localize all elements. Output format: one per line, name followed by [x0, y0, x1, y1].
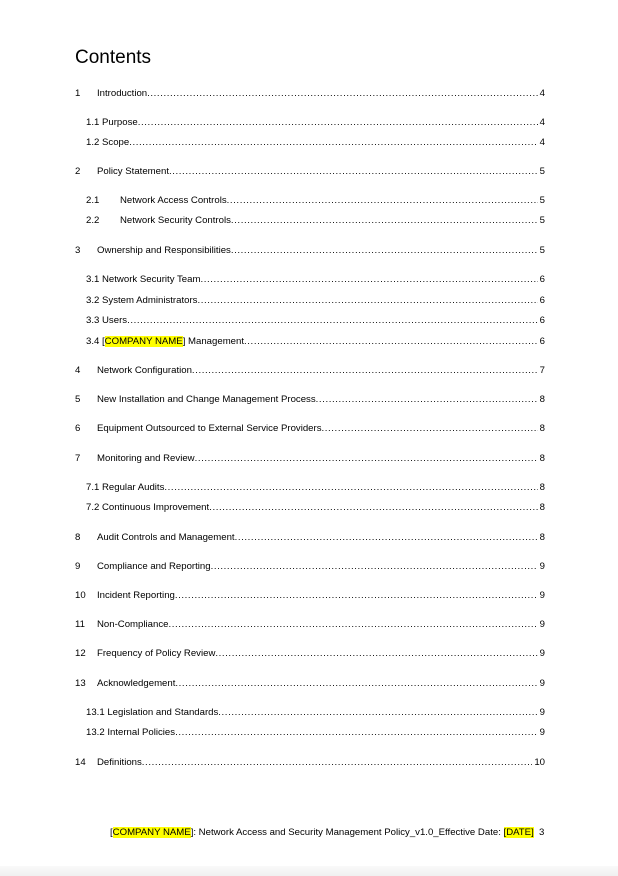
toc-entry[interactable] [0, 756, 618, 770]
toc-entry[interactable] [0, 422, 618, 436]
toc-entry-label: Network Access Controls [120, 195, 227, 206]
toc-entry-label: 3.1 Network Security Team [86, 274, 201, 285]
toc-entry[interactable] [0, 706, 618, 720]
toc-entry[interactable] [0, 560, 618, 574]
toc-entry-page: 9 [539, 707, 545, 718]
toc-entry-label: 7.2 Continuous Improvement [86, 502, 210, 513]
toc-entry-page: 9 [539, 590, 545, 601]
toc-entry-label: 13.2 Internal Policies [86, 727, 176, 738]
toc-entry[interactable] [0, 273, 618, 287]
toc-entry[interactable] [0, 116, 618, 130]
company-name-placeholder: COMPANY NAME [104, 336, 183, 347]
toc-entry-page: 9 [539, 727, 545, 738]
toc-entry-label: Compliance and Reporting [97, 561, 211, 572]
toc-entry-page: 8 [539, 482, 545, 493]
toc-entry[interactable] [0, 335, 618, 349]
toc-entry[interactable] [0, 136, 618, 150]
toc-entry[interactable] [0, 647, 618, 661]
toc-entry-label: Network Configuration [97, 365, 192, 376]
toc-entry-page: 4 [539, 88, 545, 99]
page-footer [0, 826, 618, 840]
toc-entry[interactable] [0, 726, 618, 740]
toc-entry[interactable] [0, 314, 618, 328]
toc-entry-number: 8 [75, 532, 81, 543]
toc-entry-number: 7 [75, 453, 81, 464]
toc-entry[interactable] [0, 244, 618, 258]
page-number: 3 [539, 827, 545, 838]
toc-entry-page: 8 [539, 453, 545, 464]
toc-entry[interactable] [0, 87, 618, 101]
toc-entry-label: Network Security Controls [120, 215, 231, 226]
toc-entry-number: 5 [75, 394, 81, 405]
toc-entry-suffix: ] Management [182, 336, 245, 347]
toc-entry-label: 1.1 Purpose [86, 117, 138, 128]
toc-entry-label: New Installation and Change Management Process [97, 394, 316, 405]
toc-entry-number: 2.2 [86, 215, 100, 226]
toc-entry-label: 13.1 Legislation and Standards [86, 707, 219, 718]
toc-entry-label: Ownership and Responsibilities [97, 245, 231, 256]
toc-entry-prefix: 3.4 [ [86, 336, 105, 347]
toc-entry[interactable] [0, 589, 618, 603]
toc-entry-number: 6 [75, 423, 81, 434]
date-placeholder: [DATE] [503, 827, 534, 838]
toc-entry[interactable] [0, 364, 618, 378]
toc-entry-number: 13 [75, 678, 86, 689]
toc-entry-label: Monitoring and Review [97, 453, 195, 464]
toc-entry-page: 8 [539, 394, 545, 405]
toc-entry-page: 5 [539, 215, 545, 226]
toc-entry-page: 8 [539, 502, 545, 513]
toc-entry-page: 6 [539, 315, 545, 326]
toc-entry-number: 14 [75, 757, 86, 768]
toc-entry-page: 7 [539, 365, 545, 376]
toc-entry[interactable] [0, 677, 618, 691]
toc-entry-page: 6 [539, 336, 545, 347]
toc-entry[interactable] [0, 393, 618, 407]
toc-entry-number: 4 [75, 365, 81, 376]
toc-entry-label: Definitions [97, 757, 142, 768]
footer-text: [COMPANY NAME]: Network Access and Security Management Policy_v1.0_Effective Date: [DATE] [110, 827, 534, 838]
toc-entry-page: 8 [539, 423, 545, 434]
toc-entry[interactable] [0, 214, 618, 228]
toc-entry-page: 10 [534, 757, 545, 768]
toc-entry-page: 9 [539, 561, 545, 572]
company-name-placeholder: COMPANY NAME [112, 827, 191, 838]
toc-entry-page: 4 [539, 117, 545, 128]
toc-entry-number: 1 [75, 88, 81, 99]
toc-entry-label: Acknowledgement [97, 678, 176, 689]
toc-entry-page: 5 [539, 245, 545, 256]
toc-entry-label: Policy Statement [97, 166, 169, 177]
toc-entry-page: 9 [539, 619, 545, 630]
toc-entry[interactable] [0, 618, 618, 632]
page-edge-shadow [0, 866, 618, 876]
toc-entry-label: Equipment Outsourced to External Service Providers [97, 423, 322, 434]
toc-entry[interactable] [0, 165, 618, 179]
page-title: Contents [75, 47, 152, 68]
toc-entry-number: 12 [75, 648, 86, 659]
toc-entry-page: 5 [539, 195, 545, 206]
toc-entry[interactable] [0, 531, 618, 545]
toc-entry-label: Introduction [97, 88, 148, 99]
toc-entry-label: Incident Reporting [97, 590, 175, 601]
toc-entry-page: 6 [539, 274, 545, 285]
toc-entry-number: 2 [75, 166, 81, 177]
toc-entry-label: 3.2 System Administrators [86, 295, 198, 306]
toc-entry-label: 1.2 Scope [86, 137, 130, 148]
toc-entry[interactable] [0, 481, 618, 495]
toc-entry-page: 9 [539, 648, 545, 659]
toc-entry-page: 4 [539, 137, 545, 148]
toc-entry-label: Audit Controls and Management [97, 532, 235, 543]
toc-entry-label: 7.1 Regular Audits [86, 482, 165, 493]
toc-entry-number: 2.1 [86, 195, 100, 206]
toc-entry-number: 11 [75, 619, 85, 630]
toc-entry-label: Non-Compliance [97, 619, 169, 630]
toc-entry-number: 10 [75, 590, 86, 601]
toc-entry-page: 6 [539, 295, 545, 306]
toc-entry[interactable] [0, 294, 618, 308]
toc-entry-page: 5 [539, 166, 545, 177]
toc-entry[interactable] [0, 194, 618, 208]
toc-entry-number: 9 [75, 561, 81, 572]
toc-entry-page: 8 [539, 532, 545, 543]
toc-entry[interactable] [0, 501, 618, 515]
toc-entry-number: 3 [75, 245, 81, 256]
toc-entry-label: Frequency of Policy Review [97, 648, 216, 659]
toc-entry-page: 9 [539, 678, 545, 689]
toc-entry[interactable] [0, 452, 618, 466]
toc-entry-label: 3.3 Users [86, 315, 128, 326]
